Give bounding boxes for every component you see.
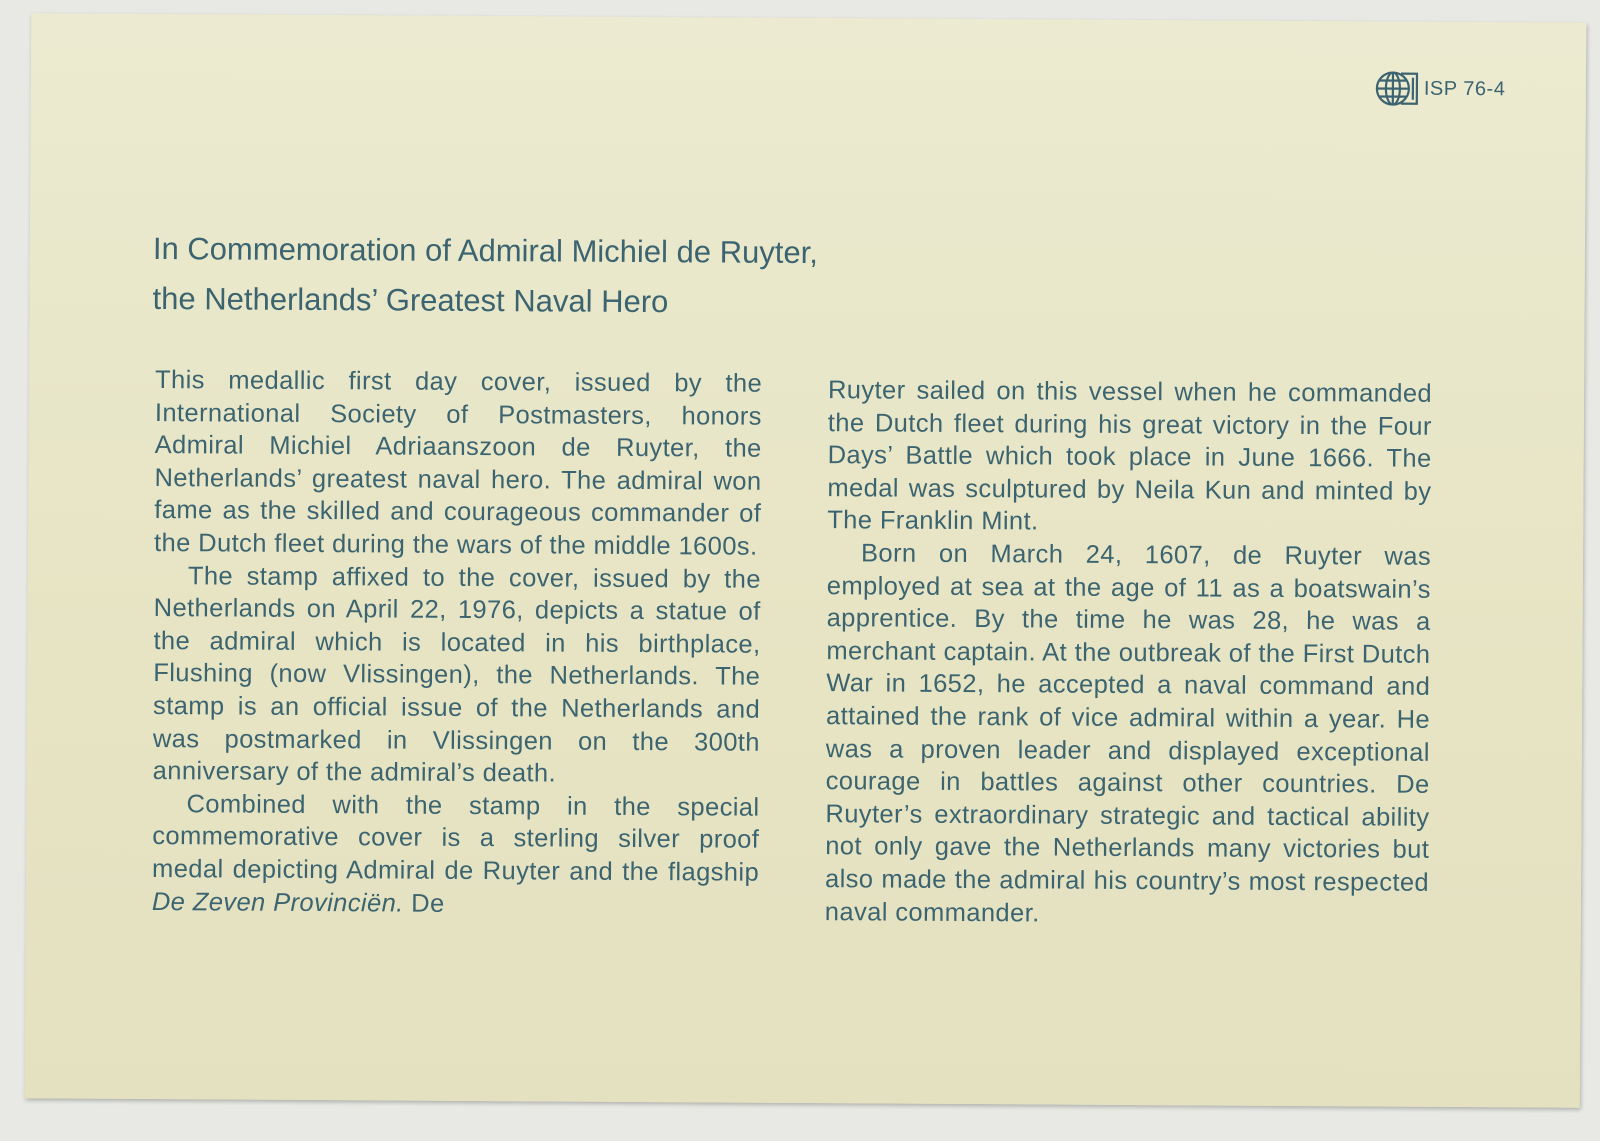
right-text-column bbox=[825, 374, 1432, 932]
paragraph-continuation: Ruyter sailed on this vessel when he commanded the Dutch fleet during his great victory in the Four Days’ Battle which took place in June 1666. The medal was sculptured by Neila Kun and minted by The Franklin Mint. bbox=[827, 376, 1433, 536]
left-text-column bbox=[152, 364, 762, 922]
page-title bbox=[152, 224, 1053, 329]
commemorative-card bbox=[25, 13, 1587, 1107]
paragraph-intro: This medallic first day cover, issued by the International Society of Postmasters, honors Admiral Michiel Adriaanszoon de Ruyter, the Netherlands’ greatest naval hero. The admiral won fame as the skilled and courageous commander of the Dutch fleet during the wars of the middle 1600s. bbox=[154, 366, 763, 561]
product-code: ISP 76-4 bbox=[1423, 77, 1506, 101]
isp-globe-logo-icon bbox=[1371, 69, 1421, 107]
paragraph-medal bbox=[152, 788, 760, 922]
paragraph-medal-end: De bbox=[403, 889, 445, 918]
paragraph-stamp: The stamp affixed to the cover, issued by the Netherlands on April 22, 1976, depicts a statue of the admiral which is located in his birthplace, Flushing (now Vlissingen), the Netherlands. The stamp is an official issue of the Netherlands and was postmarked in Vlissingen on the 300th anniversary of the admiral’s death. bbox=[152, 561, 761, 788]
paragraph-biography: Born on March 24, 1607, de Ruyter was employed at sea at the age of 11 as a boatswain’s apprentice. By the time he was 28, he was a merchant captain. At the outbreak of the First Dutch War in 1652, he accepted a naval command and attained the rank of vice admiral within a year. He was a proven leader and displayed exceptional courage in battles against other countries. De Ruyter’s extraordinary strategic and tactical ability not only gave the Netherlands many victories but also made the admiral his country’s most respected naval commander. bbox=[824, 539, 1432, 927]
title-line-2: the Netherlands’ Greatest Naval Hero bbox=[152, 281, 669, 320]
ship-name: De Zeven Provinciën. bbox=[151, 887, 404, 918]
title-line-1: In Commemoration of Admiral Michiel de Ruyter, bbox=[152, 231, 819, 271]
paragraph-medal-text: Combined with the stamp in the special commemorative cover is a sterling silver proof medal depicting Admiral de Ruyter and the flagship bbox=[152, 789, 760, 887]
